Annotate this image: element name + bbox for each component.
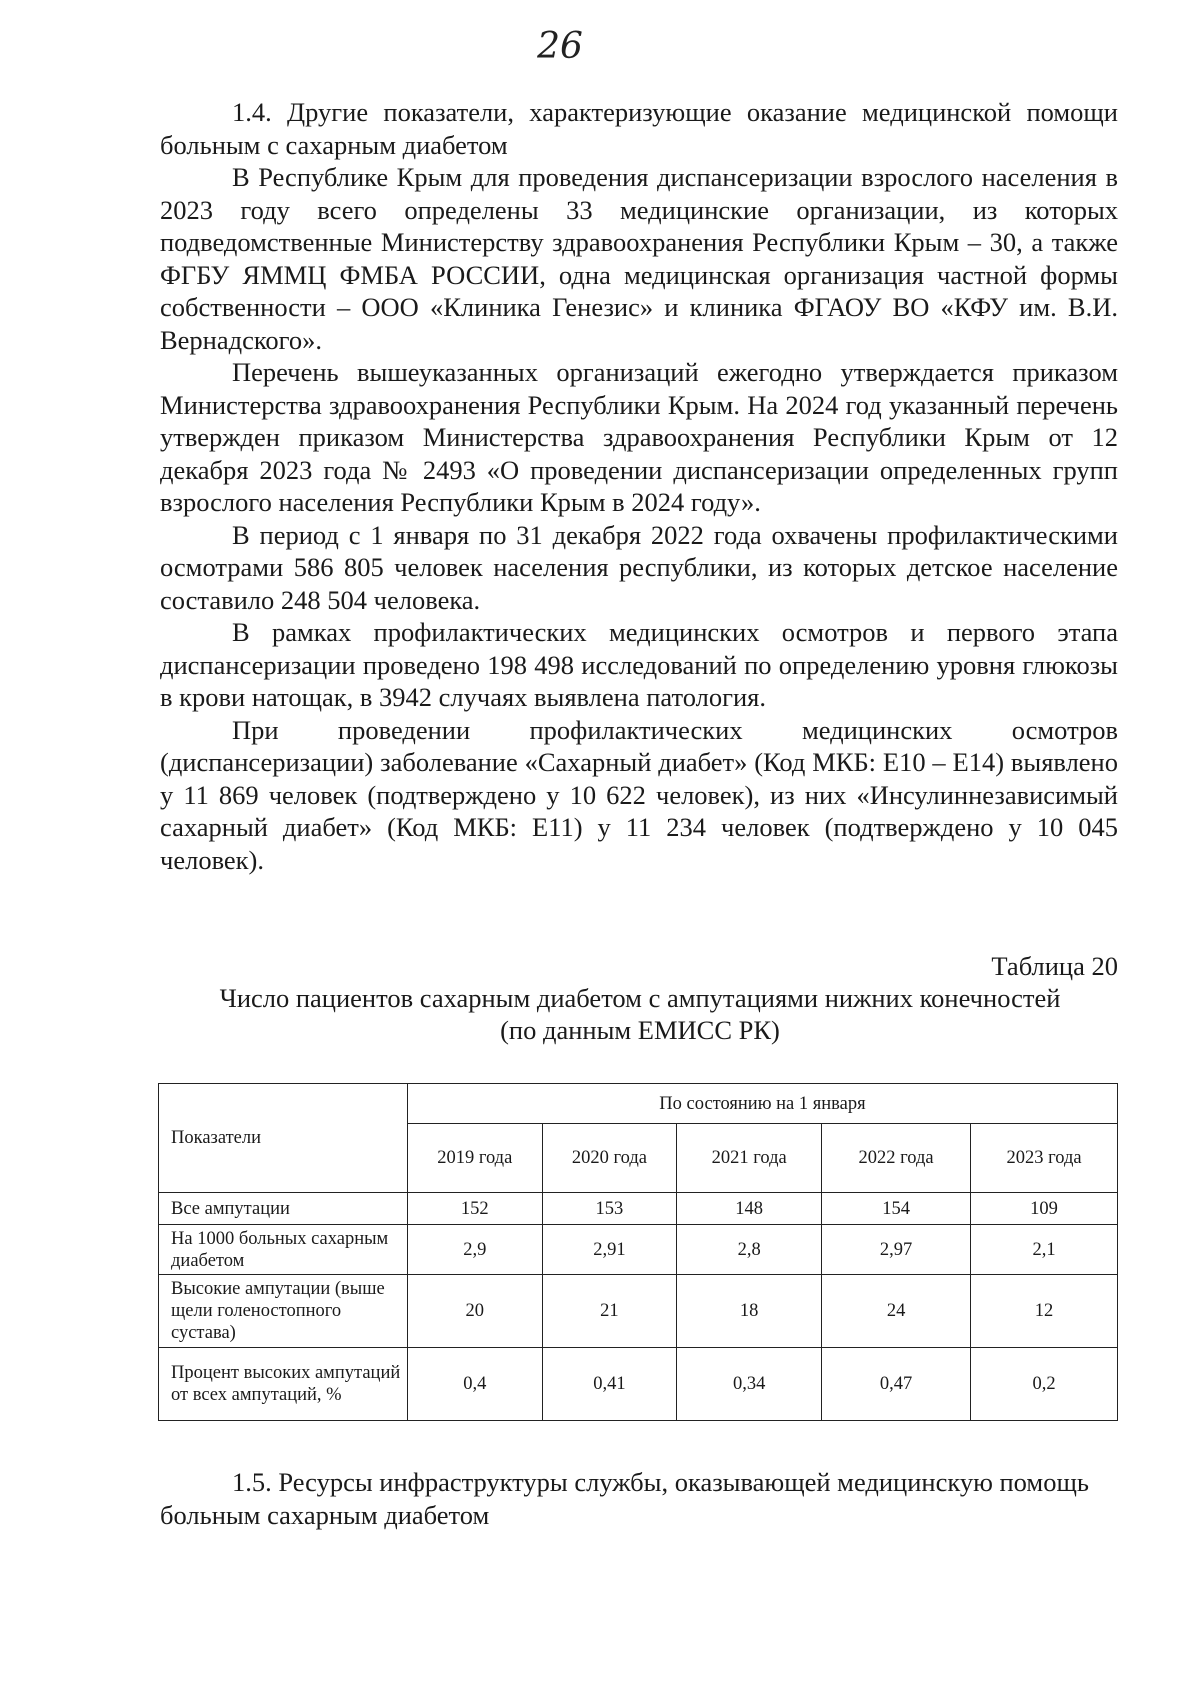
year-header: 2021 года — [677, 1124, 822, 1193]
table-cell: 12 — [971, 1275, 1118, 1348]
section-1-4-heading: 1.4. Другие показатели, характеризующие оказание медицинской помощи больным с сахарным диабетом — [160, 97, 1118, 160]
section-1-5 — [160, 1466, 1118, 1531]
row-label: Высокие ампутации (выше щели голеностопного сустава) — [159, 1275, 408, 1348]
table-cell: 21 — [542, 1275, 677, 1348]
table-cell: 24 — [822, 1275, 971, 1348]
table-cell: 109 — [971, 1193, 1118, 1225]
group-header: По состоянию на 1 января — [407, 1084, 1117, 1124]
table-cell: 0,4 — [407, 1348, 542, 1421]
table-cell: 2,97 — [822, 1225, 971, 1275]
section-1-5-heading: 1.5. Ресурсы инфраструктуры службы, оказывающей медицинскую помощь больным сахарным диабетом — [160, 1467, 1089, 1530]
table-row — [159, 1225, 1118, 1275]
table-cell: 154 — [822, 1193, 971, 1225]
table-cell: 153 — [542, 1193, 677, 1225]
table-cell: 0,34 — [677, 1348, 822, 1421]
page-number: 26 — [537, 26, 583, 67]
paragraph: В Республике Крым для проведения диспансеризации взрослого населения в 2023 году всего определены 33 медицинские организации, из которых подведомственные Министерству здравоохранения Республики Крым – 30, а также ФГБУ ЯММЦ ФМБА РОССИИ, одна медицинская организация частной формы собственности – ООО «Клиника Генезис» и клиника ФГАОУ ВО «КФУ им. В.И. Вернадского». — [160, 162, 1118, 355]
row-label: Все ампутации — [159, 1193, 408, 1225]
indicator-header: Показатели — [159, 1084, 408, 1193]
paragraph: В рамках профилактических медицинских осмотров и первого этапа диспансеризации проведено 198 498 исследований по определению уровня глюкозы в крови натощак, в 3942 случаях выявлена патология. — [160, 617, 1118, 712]
table-number-label: Таблица 20 — [991, 951, 1118, 981]
table-cell: 2,1 — [971, 1225, 1118, 1275]
table-cell: 2,9 — [407, 1225, 542, 1275]
year-header: 2023 года — [971, 1124, 1118, 1193]
table-cell: 148 — [677, 1193, 822, 1225]
table-row — [159, 1348, 1118, 1421]
year-header: 2022 года — [822, 1124, 971, 1193]
table-cell: 2,8 — [677, 1225, 822, 1275]
row-label: На 1000 больных сахарным диабетом — [159, 1225, 408, 1275]
amputations-table — [158, 1083, 1118, 1421]
table-cell: 20 — [407, 1275, 542, 1348]
paragraph: В период с 1 января по 31 декабря 2022 года охвачены профилактическими осмотрами 586 805 человек населения республики, из которых детское население составило 248 504 человека. — [160, 519, 1118, 615]
table-cell: 0,2 — [971, 1348, 1118, 1421]
paragraph: Перечень вышеуказанных организаций ежегодно утверждается приказом Министерства здравоохранения Республики Крым. На 2024 год указанный перечень утвержден приказом Министерства здравоохранения Республики Крым от 12 декабря 2023 года № 2493 «О проведении диспансеризации определенных групп взрослого населения Республики Крым в 2024 году». — [160, 357, 1118, 517]
table-cell: 18 — [677, 1275, 822, 1348]
row-label: Процент высоких ампутаций от всех ампутаций, % — [159, 1348, 408, 1421]
table-row — [159, 1193, 1118, 1225]
section-1-4 — [160, 96, 1118, 876]
paragraph: При проведении профилактических медицинских осмотров (диспансеризации) заболевание «Сахарный диабет» (Код МКБ: Е10 – Е14) выявлено у 11 869 человек (подтверждено у 10 622 человек), из них «Инсулиннезависимый сахарный диабет» (Код МКБ: Е11) у 11 234 человек (подтверждено у 10 045 человек). — [160, 714, 1118, 875]
table-cell: 2,91 — [542, 1225, 677, 1275]
table-cell: 152 — [407, 1193, 542, 1225]
year-header: 2020 года — [542, 1124, 677, 1193]
table-row — [159, 1275, 1118, 1348]
table-title: Число пациентов сахарным диабетом с ампутациями нижних конечностей (по данным ЕМИСС РК) — [219, 983, 1061, 1045]
year-header: 2019 года — [407, 1124, 542, 1193]
table-cell: 0,47 — [822, 1348, 971, 1421]
table-cell: 0,41 — [542, 1348, 677, 1421]
